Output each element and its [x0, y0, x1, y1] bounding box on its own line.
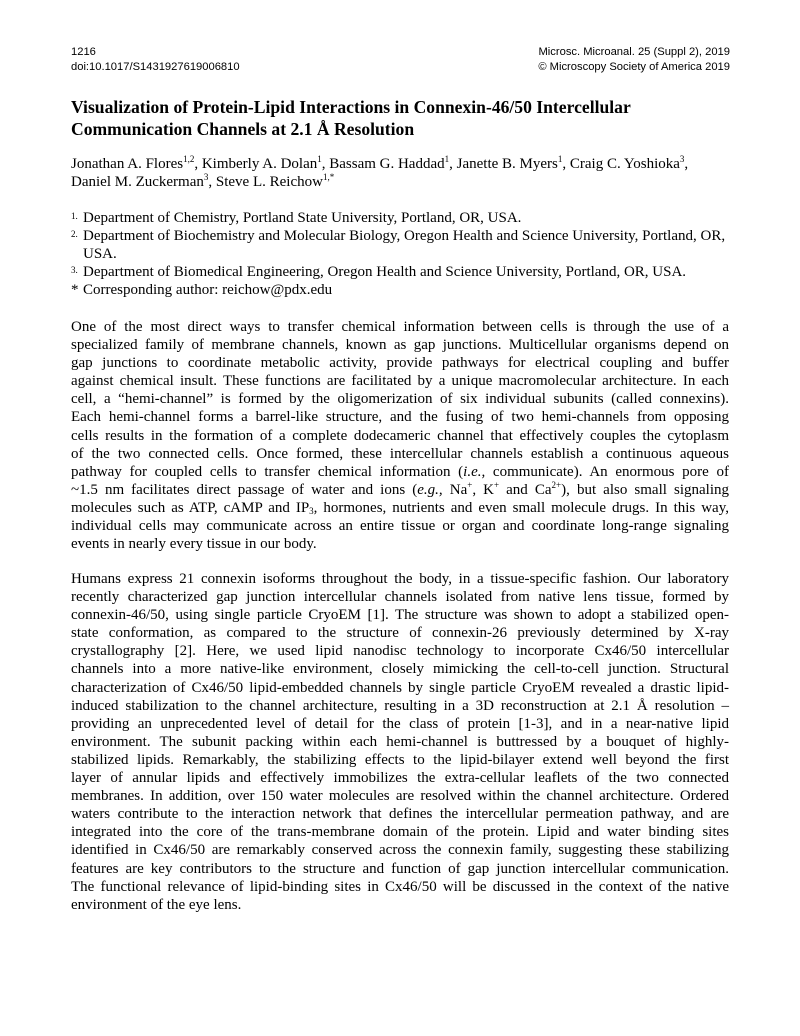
text-line: waters contribute to the interaction network that defines the intercellular permeation pathway, and are	[71, 806, 729, 823]
text-line: gap junctions to coordinate metabolic activity, provide pathways for electrical coupling and buffer	[71, 355, 729, 372]
text-line: crystallography [2]. Here, we used lipid nanodisc technology to incorporate Cx46/50 intercellular	[71, 643, 729, 660]
text-line: induced stabilization to the channel architecture, resulting in a 3D reconstruction at 2.1 Å resolution –	[71, 697, 729, 714]
paragraph-results	[71, 570, 729, 914]
author: Steve L. Reichow$^{1,*}$	[215, 172, 335, 191]
affiliation-item	[71, 227, 729, 263]
text-line: Each hemi-channel forms a barrel-like structure, and the fusing of two hemi-channels from opposing	[71, 409, 729, 426]
paragraph-intro	[71, 318, 729, 553]
corresponding-author	[71, 281, 729, 299]
affiliation-mark: *	[71, 282, 79, 299]
title-line-1: Visualization of Protein-Lipid Interactions in Connexin-46/50 Intercellular	[71, 97, 631, 117]
author-list: Jonathan A. Flores$^{1,2}$, Kimberly A. Dolan$^1$, Bassam G. Haddad$^1$, Janette B. Myers$^1$, Craig C. Yoshioka$^3$, Daniel M. Zuckerman$^3$, Steve L. Reichow$^{1,*}$	[71, 154, 689, 191]
header-right	[538, 45, 730, 75]
text-line: individual cells may communicate across an entire tissue or organ and coordinate long-range signaling	[71, 518, 729, 535]
affiliation-text: Department of Biomedical Engineering, Oregon Health and Science University, Portland, OR, USA.	[83, 264, 687, 281]
text-line: integrated into the core of the trans-membrane domain of the protein. Lipid and water binding sites	[71, 824, 729, 841]
text-line: specialized family of membrane channels, known as gap junctions. Multicellular organisms depend on	[71, 337, 729, 354]
text-line: membranes. In addition, over 150 water molecules are resolved within the channel architecture. Ordered	[71, 788, 729, 805]
text-line: channels into a more native-like environment, closely mimicking the cell-to-cell junction. Structural	[71, 661, 729, 678]
affiliation-text: Corresponding author: reichow@pdx.edu	[83, 282, 333, 299]
title-line-2: Communication Channels at 2.1 Å Resolution	[71, 119, 415, 139]
text-line: stabilized lipids. Remarkably, the stabilizing effects to the lipid-bilayer extend well beyond the first	[71, 751, 729, 768]
text-line: layer of annular lipids and effectively immobilizes the extra-cellular leaflets of the two connected	[71, 770, 729, 787]
affiliation-text: Department of Chemistry, Portland State University, Portland, OR, USA.	[83, 210, 522, 226]
text-line: state conformation, as compared to the structure of connexin-26 previously determined by X-ray	[71, 625, 729, 642]
text-line: recently characterized gap junction intercellular channels isolated from native lens tissue, formed by	[71, 589, 729, 606]
text-line: environment of the eye lens.	[71, 896, 242, 913]
copyright: © Microscopy Society of America 2019	[538, 61, 730, 73]
affiliations	[71, 209, 729, 299]
text-line: cells results in the formation of a complete dodecameric channel that effectively couples the cytoplasm	[71, 427, 729, 444]
doi: doi:10.1017/S1431927619006810	[71, 61, 240, 73]
text-line: of the two connected cells. Once formed, these intercellular channels establish a continuous aqueous	[71, 445, 729, 462]
text-line: events in nearly every tissue in our body.	[71, 536, 317, 553]
text-line: against chemical insult. These functions are facilitated by a unique macromolecular architecture. In each	[71, 373, 729, 390]
journal-citation: Microsc. Microanal. 25 (Suppl 2), 2019	[538, 46, 730, 58]
header-left	[71, 45, 240, 75]
text-line: ~1.5 nm facilitates direct passage of water and ions (e.g., Na+, K+ and $Ca^{2+}$), but also small signaling	[71, 479, 729, 498]
affiliation-item	[71, 209, 729, 227]
author: Bassam G. Haddad$^1$	[329, 154, 450, 172]
author: Daniel M. Zuckerman$^3$	[71, 172, 209, 191]
text-line: features are key contributors to the structure and function of gap junction intercellular communication.	[71, 860, 729, 877]
affiliation-text: Department of Biochemistry and Molecular Biology, Oregon Health and Science University, Portland, OR, USA.	[83, 228, 726, 263]
text-line: pathway for coupled cells to transfer chemical information (i.e., communicate). An enormous pore of	[71, 463, 729, 480]
author: Janette B. Myers$^1$	[456, 154, 563, 172]
text-line: molecules such as ATP, cAMP and $IP_3$, hormones, nutrients and even small molecule drugs. In this way,	[71, 499, 729, 516]
text-line: The functional relevance of lipid-binding sites in Cx46/50 will be discussed in the context of the native	[71, 878, 729, 895]
text-line: identified in Cx46/50 are remarkably conserved across the connexin family, suggesting these stabilizing	[71, 842, 729, 859]
affiliation-mark: 1.	[71, 211, 78, 221]
paper-title	[71, 96, 729, 140]
text-line: connexin-46/50, using single particle CryoEM [1]. The structure was shown to adopt a stabilized open-	[71, 607, 729, 624]
page-number: 1216	[71, 46, 96, 58]
author: Jonathan A. Flores$^{1,2}$	[71, 154, 195, 172]
text-line: cell, a “hemi-channel” is formed by the oligomerization of six individual subunits (called connexins).	[71, 391, 729, 408]
affiliation-mark: 2.	[71, 229, 78, 240]
text-line: environment. The subunit packing within each hemi-channel is buttressed by a bouquet of highly-	[71, 733, 729, 750]
author: Craig C. Yoshioka$^3$	[569, 154, 685, 172]
text-line: Humans express 21 connexin isoforms throughout the body, in a tissue-specific fashion. Our laboratory	[71, 571, 729, 587]
text-line: providing an unprecedented level of detail for the class of protein [1-3], and in a near-native lipid	[71, 715, 729, 732]
affiliation-item	[71, 263, 729, 281]
text-line: One of the most direct ways to transfer chemical information between cells is through the use of a	[71, 319, 729, 335]
author: Kimberly A. Dolan$^1$	[201, 154, 322, 172]
text-line: characterization of Cx46/50 lipid-embedded channels by single particle CryoEM revealed a drastic lipid-	[71, 679, 729, 696]
affiliation-mark: 3.	[71, 265, 78, 276]
